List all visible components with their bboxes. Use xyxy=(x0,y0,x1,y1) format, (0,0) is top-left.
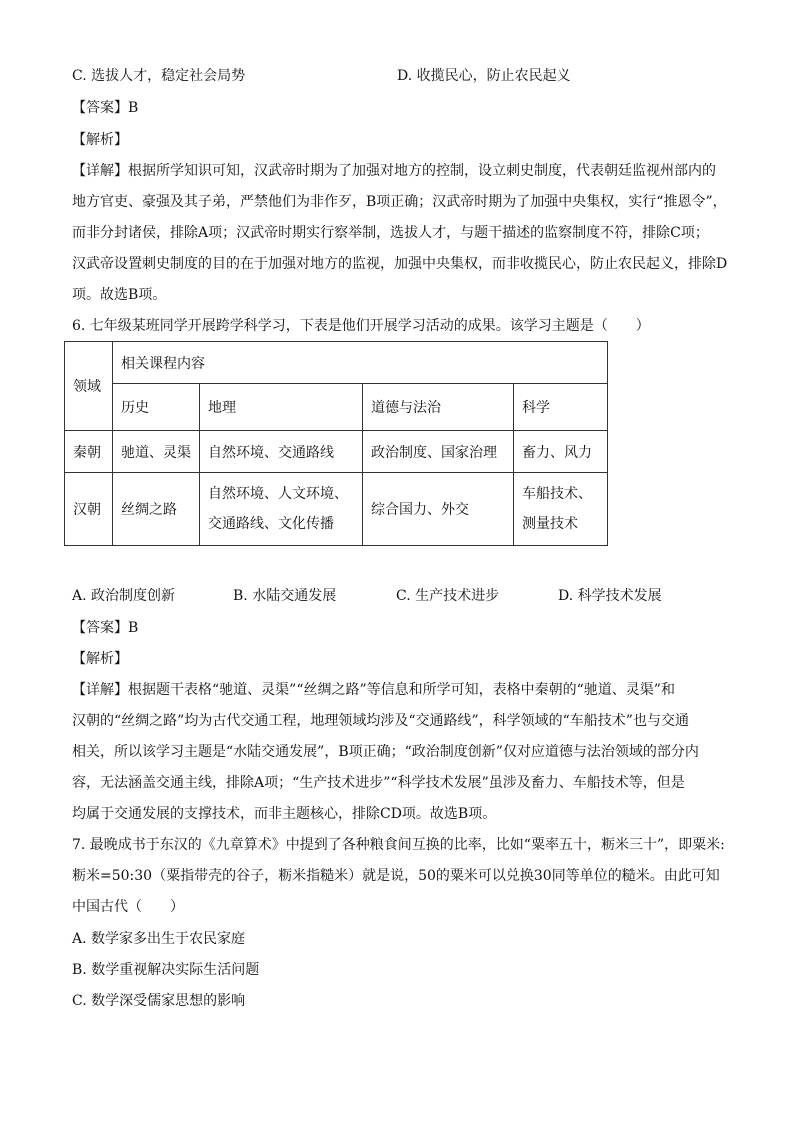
table-row-label: 秦朝 xyxy=(65,431,113,473)
q6-detail-line-3: 相关，所以该学习主题是“水陆交通发展”，B项正确；“政治制度创新”仅对应道德与法治领域的部分内 xyxy=(72,744,699,760)
q5-option-c: C. 选拔人才，稳定社会局势 xyxy=(72,68,246,84)
table-cell-line: 测量技术 xyxy=(522,516,578,532)
table-row xyxy=(65,431,608,473)
q6-option-d: D. 科学技术发展 xyxy=(558,588,662,604)
table-cell xyxy=(514,473,608,546)
table-cell: 畜力、风力 xyxy=(514,431,608,473)
q7-option-a: A. 数学家多出生于农民家庭 xyxy=(72,931,246,947)
q6-stem: 6. 七年级某班同学开展跨学科学习，下表是他们开展学习活动的成果。该学习主题是（ ） xyxy=(72,318,650,334)
q6-detail-line-1: 【详解】根据题干表格“驰道、灵渠”“丝绸之路”等信息和所学可知，表格中秦朝的“驰道、灵渠”和 xyxy=(72,682,675,698)
q6-detail-line-5: 均属于交通发展的支撑技术，而非主题核心，排除CD项。故选B项。 xyxy=(72,806,497,822)
table-cell: 驰道、灵渠 xyxy=(113,431,200,473)
table-cell-line: 自然环境、人文环境、 xyxy=(208,486,348,502)
q6-analysis-heading: 【解析】 xyxy=(72,651,128,667)
q6-detail-line-4: 容，无法涵盖交通主线，排除A项；“生产技术进步”“科学技术发展”虽涉及畜力、车船技术等，但是 xyxy=(72,775,685,791)
table-col-geography: 地理 xyxy=(200,384,363,431)
table-cell-line: 交通路线、文化传播 xyxy=(208,516,334,532)
table-row xyxy=(65,473,608,546)
table-cell xyxy=(200,473,363,546)
q6-option-c: C. 生产技术进步 xyxy=(396,588,500,604)
table-header-domain: 领域 xyxy=(65,342,113,431)
q5-analysis-heading: 【解析】 xyxy=(72,132,128,148)
q5-detail-line-1: 【详解】根据所学知识可知，汉武帝时期为了加强对地方的控制，设立刺史制度，代表朝廷监视州部内的 xyxy=(72,163,716,179)
table-cell: 综合国力、外交 xyxy=(363,473,514,546)
q7-stem-line-1: 7. 最晚成书于东汉的《九章算术》中提到了各种粮食间互换的比率，比如“粟率五十，粝米三十”，即粟米: xyxy=(72,837,725,853)
table-cell: 自然环境、交通路线 xyxy=(200,431,363,473)
table-cell-line: 车船技术、 xyxy=(522,486,592,502)
q5-option-d: D. 收揽民心，防止农民起义 xyxy=(397,68,571,84)
q5-answer: 【答案】B xyxy=(72,100,139,116)
q5-detail-line-2: 地方官吏、豪强及其子弟，严禁他们为非作歹，B项正确；汉武帝时期为了加强中央集权，实行“推恩令”， xyxy=(72,194,727,210)
q7-stem-line-3: 中国古代（ ） xyxy=(72,899,184,915)
table-col-history: 历史 xyxy=(113,384,200,431)
q5-detail-line-5: 项。故选B项。 xyxy=(72,287,167,303)
q6-option-b: B. 水陆交通发展 xyxy=(233,588,337,604)
q5-detail-line-4: 汉武帝设置刺史制度的目的在于加强对地方的监视，加强中央集权，而非收揽民心，防止农民起义，排除D xyxy=(72,256,728,272)
q6-detail-line-2: 汉朝的“丝绸之路”均为古代交通工程，地理领域均涉及“交通路线”，科学领域的“车船技术”也与交通 xyxy=(72,713,689,729)
table-row-label: 汉朝 xyxy=(65,473,113,546)
table-header-courses: 相关课程内容 xyxy=(113,342,608,384)
q6-option-a: A. 政治制度创新 xyxy=(72,588,176,604)
table-cell: 丝绸之路 xyxy=(113,473,200,546)
table-col-ethics-law: 道德与法治 xyxy=(363,384,514,431)
q6-answer: 【答案】B xyxy=(72,620,139,636)
q6-table xyxy=(64,341,608,546)
q7-option-b: B. 数学重视解决实际生活问题 xyxy=(72,962,260,978)
q7-stem-line-2: 粝米=50:30（粟指带壳的谷子，粝米指糙米）就是说，50的粟米可以兑换30同等单位的糙米。由此可知 xyxy=(72,868,720,884)
table-col-science: 科学 xyxy=(514,384,608,431)
q7-option-c: C. 数学深受儒家思想的影响 xyxy=(72,993,246,1009)
q5-detail-line-3: 而非分封诸侯，排除A项；汉武帝时期实行察举制，选拔人才，与题干描述的监察制度不符，排除C项； xyxy=(72,225,709,241)
table-cell: 政治制度、国家治理 xyxy=(363,431,514,473)
